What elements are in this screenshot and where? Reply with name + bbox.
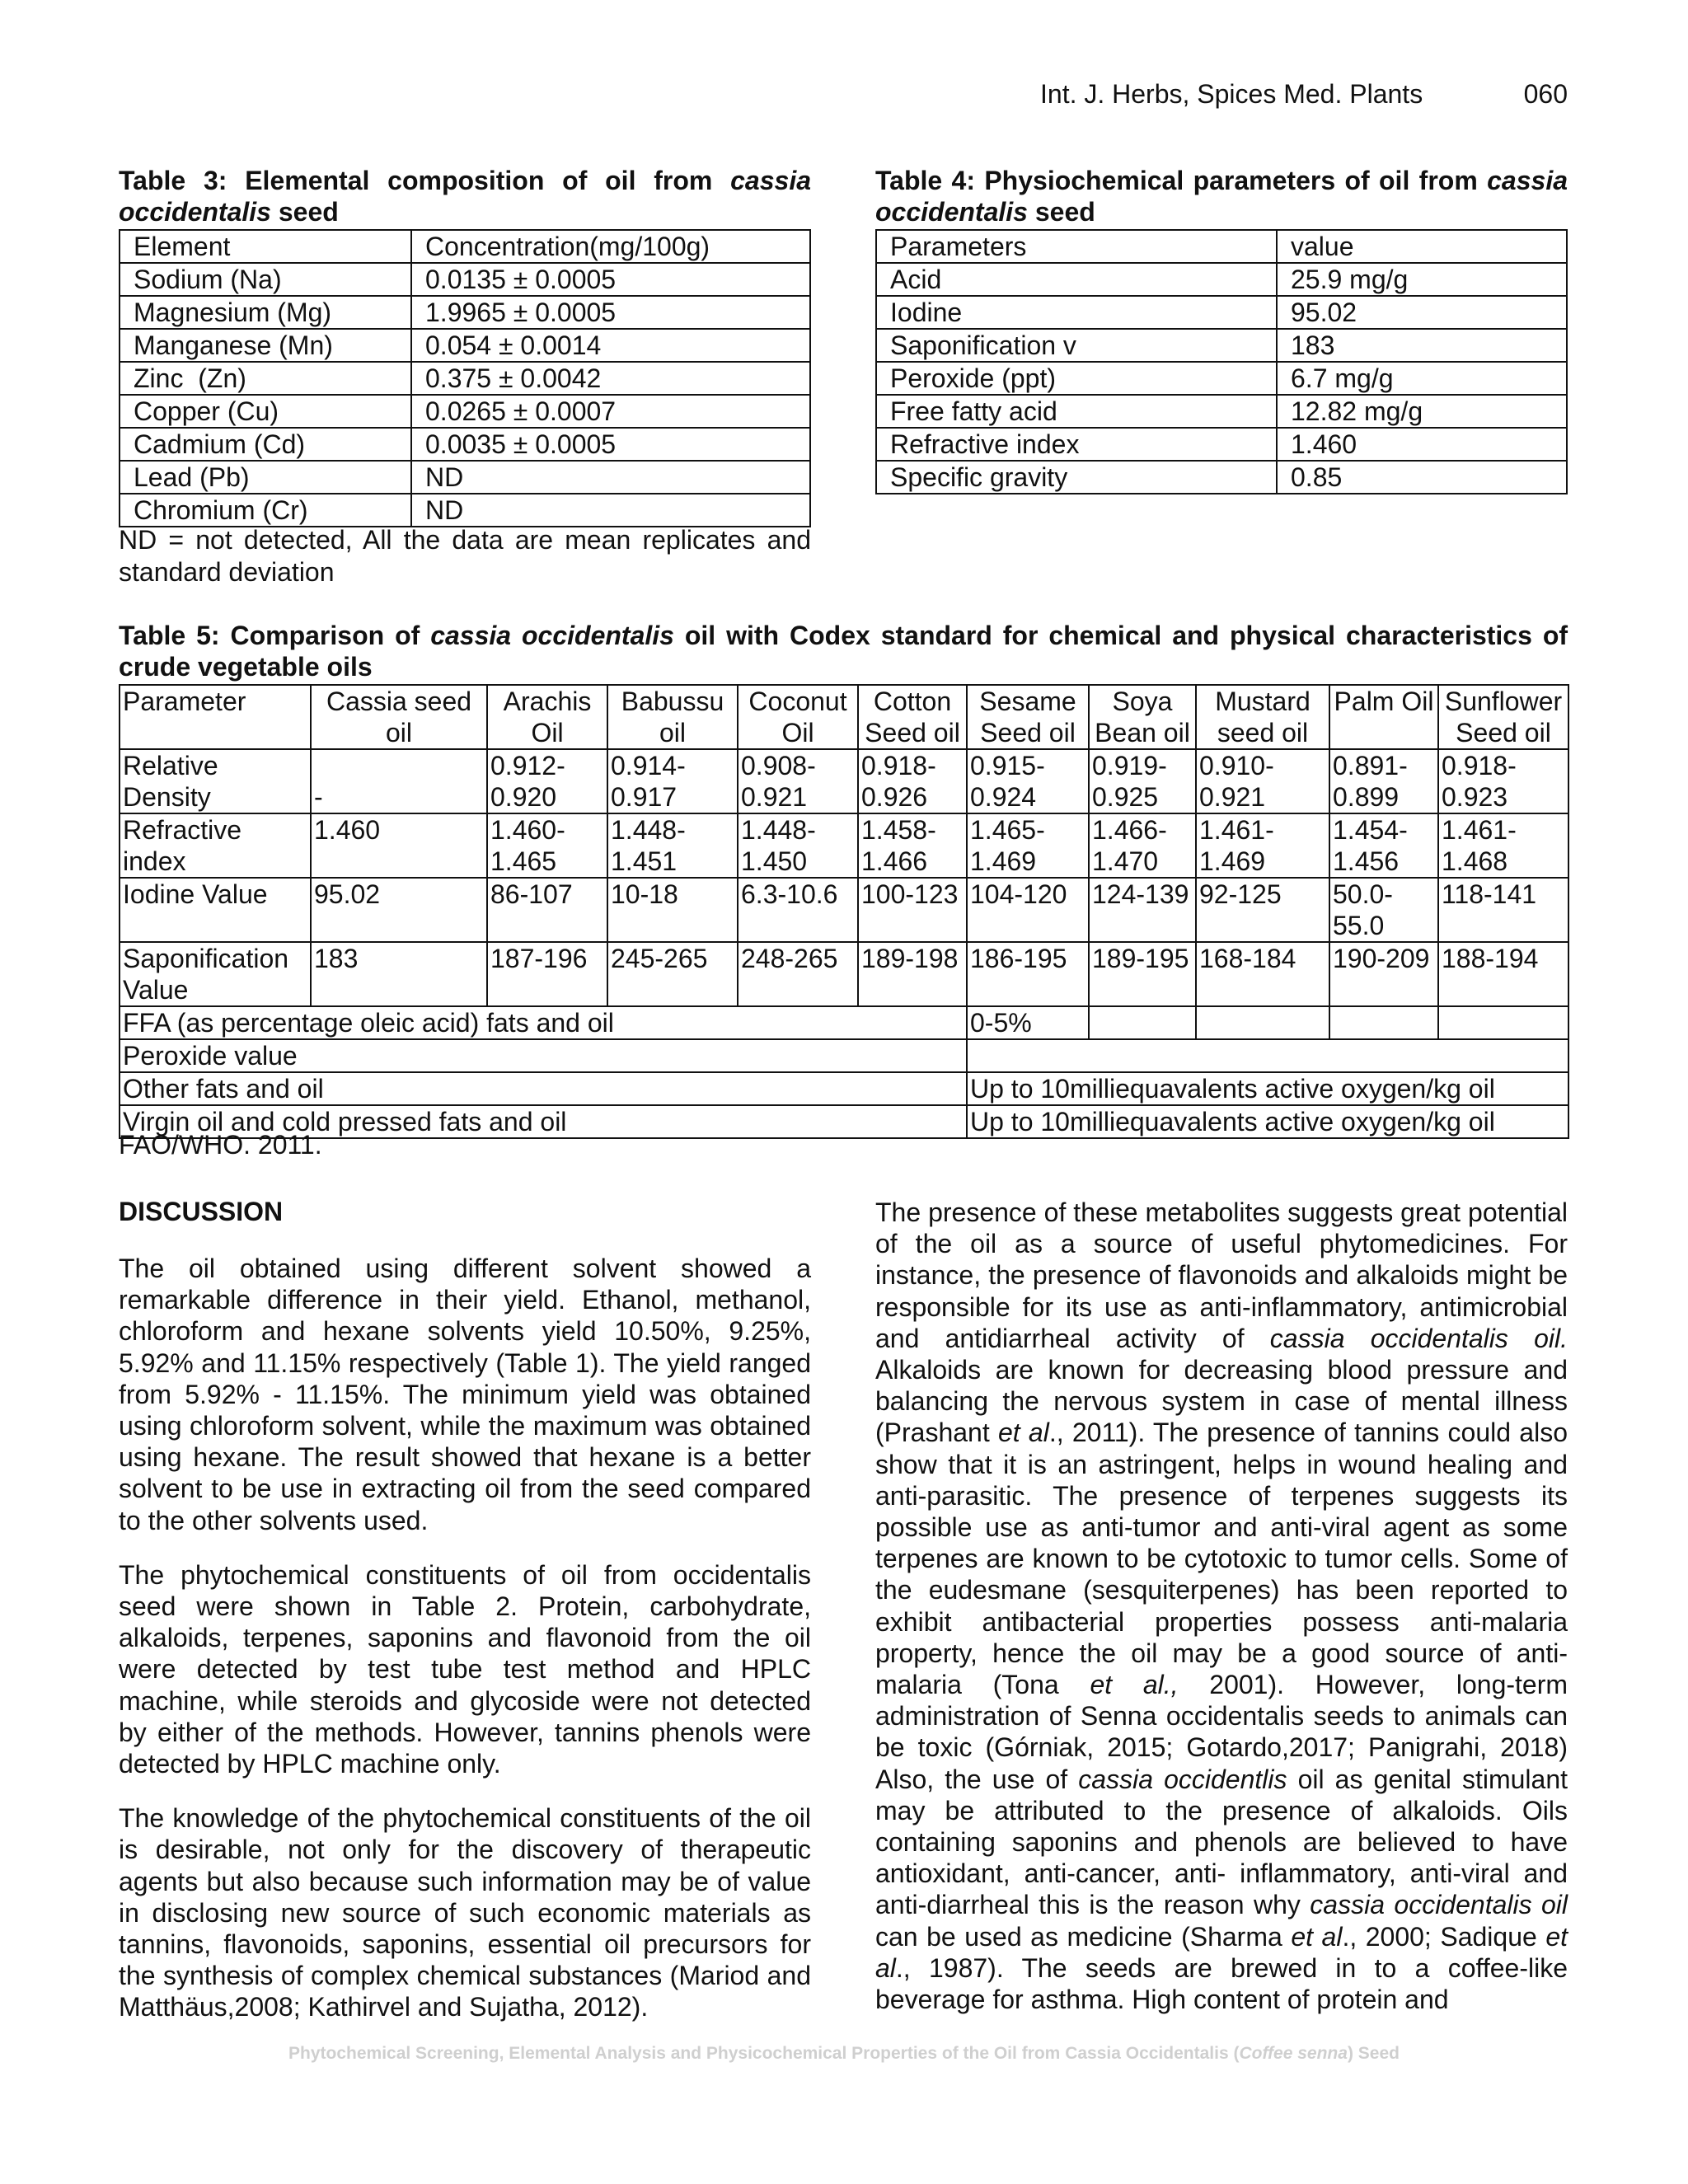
table-cell: 1.461-1.468 xyxy=(1438,813,1568,878)
table-header-cell: Parameter xyxy=(120,685,311,749)
table-cell: Saponification v xyxy=(876,329,1277,362)
table-cell: 124-139 xyxy=(1089,878,1196,942)
table-header-cell: Cassia seed oil xyxy=(311,685,487,749)
table3-note: ND = not detected, All the data are mean replicates and standard deviation xyxy=(119,525,811,587)
table4-caption: Table 4: Physiochemical parameters of oil from cassia occidentalis seed xyxy=(875,166,1568,227)
table-header-cell: Sesame Seed oil xyxy=(967,685,1089,749)
table-row xyxy=(120,329,810,362)
table-cell: 100-123 xyxy=(858,878,967,942)
table-cell: Cadmium (Cd) xyxy=(120,428,411,461)
table-header-cell: Arachis Oil xyxy=(487,685,607,749)
table-cell: 95.02 xyxy=(311,878,487,942)
table-header-cell: Palm Oil xyxy=(1329,685,1438,749)
table-cell xyxy=(1438,1006,1568,1039)
table-cell: Peroxide value xyxy=(120,1039,967,1072)
table-cell: Zinc (Zn) xyxy=(120,362,411,395)
left-column xyxy=(119,1253,811,2046)
table-cell xyxy=(1329,1006,1438,1039)
table-cell: 187-196 xyxy=(487,942,607,1006)
table-cell: 50.0-55.0 xyxy=(1329,878,1438,942)
table-header-row xyxy=(876,230,1567,263)
table-header-row xyxy=(120,685,1568,749)
table-cell: 86-107 xyxy=(487,878,607,942)
table-row xyxy=(120,942,1568,1006)
table-cell xyxy=(967,1039,1568,1072)
table-cell: 248-265 xyxy=(738,942,858,1006)
paragraph: The knowledge of the phytochemical constituents of the oil is desirable, not only for the discovery of therapeutic agents but also because such information may be of value in disclosing new source of such economic materials as tannins, flavonoids, saponins, essential oil precursors for the synthesis of complex chemical substances (Mariod and Matthäus,2008; Kathirvel and Sujatha, 2012). xyxy=(119,1803,811,2022)
table-cell: 0.918-0.923 xyxy=(1438,749,1568,813)
table-header-cell: Coconut Oil xyxy=(738,685,858,749)
table-cell: 0.912-0.920 xyxy=(487,749,607,813)
table-cell: 0.908-0.921 xyxy=(738,749,858,813)
table-cell: 0.375 ± 0.0042 xyxy=(411,362,810,395)
table-row xyxy=(120,395,810,428)
table-cell: 1.9965 ± 0.0005 xyxy=(411,296,810,329)
table-row xyxy=(120,1006,1568,1039)
table-cell: 118-141 xyxy=(1438,878,1568,942)
table-cell: 0.919-0.925 xyxy=(1089,749,1196,813)
table-row xyxy=(120,461,810,494)
table-cell: 183 xyxy=(311,942,487,1006)
table-header-cell: Soya Bean oil xyxy=(1089,685,1196,749)
table-cell: 0.914-0.917 xyxy=(607,749,738,813)
table-cell: 6.3-10.6 xyxy=(738,878,858,942)
journal-name: Int. J. Herbs, Spices Med. Plants xyxy=(1040,79,1423,109)
table-cell: 186-195 xyxy=(967,942,1089,1006)
table-cell: Acid xyxy=(876,263,1277,296)
table-row xyxy=(120,263,810,296)
table-header-cell: Parameters xyxy=(876,230,1277,263)
table-row xyxy=(120,296,810,329)
table-cell: Refractive index xyxy=(120,813,311,878)
section-heading: DISCUSSION xyxy=(119,1197,284,1226)
table-header-cell: Mustard seed oil xyxy=(1196,685,1329,749)
table-cell: Iodine xyxy=(876,296,1277,329)
table-cell: 0.0035 ± 0.0005 xyxy=(411,428,810,461)
paragraph: The presence of these metabolites suggests great potential of the oil as a source of useful phytomedicines. For instance, the presence of flavonoids and alkaloids might be responsible for its use as anti-inflammatory, antimicrobial and antidiarrheal activity of cassia occidentalis oil. Alkaloids are known for decreasing blood pressure and balancing the nervous system in case of mental illness (Prashant et al., 2011). The presence of tannins could also show that it is an astringent, helps in wound healing and anti-parasitic. The presence of terpenes suggests its possible use as anti-tumor and anti-viral agent as some terpenes are known to be cytotoxic to tumor cells. Some of the eudesmane (sesquiterpenes) has been reported to exhibit antibacterial properties possess anti-malaria property, hence the oil may be a good source of anti-malaria (Tona et al., 2001). However, long-term administration of Senna occidentalis seeds to animals can be toxic (Górniak, 2015; Gotardo,2017; Panigrahi, 2018) Also, the use of cassia occidentlis oil as genital stimulant may be attributed to the presence of alkaloids. Oils containing saponins and phenols are believed to have antioxidant, anti-cancer, anti- inflammatory, anti-viral and anti-diarrheal this is the reason why cassia occidentalis oil can be used as medicine (Sharma et al., 2000; Sadique et al., 1987). The seeds are brewed in to a coffee-like beverage for asthma. High content of protein and xyxy=(875,1197,1568,2015)
table-cell: Virgin oil and cold pressed fats and oil xyxy=(120,1105,967,1138)
table-row xyxy=(120,878,1568,942)
table-row xyxy=(876,296,1567,329)
table-row xyxy=(120,428,810,461)
table-row xyxy=(120,1039,1568,1072)
table-cell: 0.0135 ± 0.0005 xyxy=(411,263,810,296)
table-header-cell: Cotton Seed oil xyxy=(858,685,967,749)
table-row xyxy=(120,1105,1568,1138)
table-header-cell: Concentration(mg/100g) xyxy=(411,230,810,263)
table-cell: Free fatty acid xyxy=(876,395,1277,428)
table-cell: 189-198 xyxy=(858,942,967,1006)
table-cell: 1.448-1.451 xyxy=(607,813,738,878)
table-cell: 6.7 mg/g xyxy=(1277,362,1567,395)
table-row xyxy=(120,749,1568,813)
right-column xyxy=(875,1197,1568,2038)
table-cell: 25.9 mg/g xyxy=(1277,263,1567,296)
table-cell: 0.918-0.926 xyxy=(858,749,967,813)
table-cell: ND xyxy=(411,461,810,494)
table-header-cell: Element xyxy=(120,230,411,263)
table-cell: 1.465-1.469 xyxy=(967,813,1089,878)
table3 xyxy=(119,229,811,527)
table-cell: 188-194 xyxy=(1438,942,1568,1006)
page-number: 060 xyxy=(1523,79,1568,109)
table-cell: 12.82 mg/g xyxy=(1277,395,1567,428)
table-row xyxy=(876,329,1567,362)
table-cell: 92-125 xyxy=(1196,878,1329,942)
table5 xyxy=(119,684,1569,1139)
table-cell: Lead (Pb) xyxy=(120,461,411,494)
table-cell: FFA (as percentage oleic acid) fats and oil xyxy=(120,1006,967,1039)
table-row xyxy=(120,813,1568,878)
table-row xyxy=(120,362,810,395)
table-cell: 0.0265 ± 0.0007 xyxy=(411,395,810,428)
table-row xyxy=(876,362,1567,395)
table4 xyxy=(875,229,1568,494)
paragraph: The oil obtained using different solvent showed a remarkable difference in their yield. Ethanol, methanol, chloroform and hexane solvents yield 10.50%, 9.25%, 5.92% and 11.15% respectively (Table 1). The yield ranged from 5.92% - 11.15%. The minimum yield was obtained using chloroform solvent, while the maximum was obtained using hexane. The result showed that hexane is a better solvent to be use in extracting oil from the seed compared to the other solvents used. xyxy=(119,1254,811,1535)
table-cell: 1.458-1.466 xyxy=(858,813,967,878)
table-row xyxy=(120,494,810,527)
paragraph: The phytochemical constituents of oil from occidentalis seed were shown in Table 2. Protein, carbohydrate, alkaloids, terpenes, saponins and flavonoid from the oil were detected by test tube test method and HPLC machine, while steroids and glycoside were not detected by either of the methods. However, tannins phenols were detected by HPLC machine only. xyxy=(119,1559,811,1779)
table-cell: 0.910-0.921 xyxy=(1196,749,1329,813)
table-cell: Up to 10milliequavalents active oxygen/kg oil xyxy=(967,1105,1568,1138)
page-footer: Phytochemical Screening, Elemental Analysis and Physicochemical Properties of the Oil from Cassia Occidentalis (Coffee senna) Seed xyxy=(288,2044,1400,2063)
table-header-cell: Sunflower Seed oil xyxy=(1438,685,1568,749)
table-cell: Relative Density xyxy=(120,749,311,813)
table-row xyxy=(876,461,1567,494)
table-cell: 0-5% xyxy=(967,1006,1089,1039)
table-cell: 183 xyxy=(1277,329,1567,362)
table-cell: 0.054 ± 0.0014 xyxy=(411,329,810,362)
table-cell: 104-120 xyxy=(967,878,1089,942)
table5-source: FAO/WHO. 2011. xyxy=(119,1130,322,1160)
table-row xyxy=(876,428,1567,461)
table-header-cell: Babussu oil xyxy=(607,685,738,749)
table-cell: Refractive index xyxy=(876,428,1277,461)
table-cell: Saponification Value xyxy=(120,942,311,1006)
table-cell: 95.02 xyxy=(1277,296,1567,329)
table-cell: 190-209 xyxy=(1329,942,1438,1006)
table-cell: ND xyxy=(411,494,810,527)
table-cell: 1.460-1.465 xyxy=(487,813,607,878)
table-cell: - xyxy=(311,749,487,813)
running-header xyxy=(1040,79,1568,110)
table5-caption: Table 5: Comparison of cassia occidentalis oil with Codex standard for chemical and physical characteristics of crude vegetable oils xyxy=(119,621,1568,682)
table-cell: 168-184 xyxy=(1196,942,1329,1006)
table-cell xyxy=(1089,1006,1196,1039)
table-cell: Up to 10milliequavalents active oxygen/kg oil xyxy=(967,1072,1568,1105)
table-cell: Iodine Value xyxy=(120,878,311,942)
table-cell xyxy=(1196,1006,1329,1039)
table-cell: Copper (Cu) xyxy=(120,395,411,428)
table-cell: Peroxide (ppt) xyxy=(876,362,1277,395)
table-cell: Magnesium (Mg) xyxy=(120,296,411,329)
table-row xyxy=(120,1072,1568,1105)
table-row xyxy=(876,395,1567,428)
table-cell: 1.460 xyxy=(311,813,487,878)
table-header-row xyxy=(120,230,810,263)
table-cell: 245-265 xyxy=(607,942,738,1006)
table-cell: 1.454-1.456 xyxy=(1329,813,1438,878)
table-cell: Other fats and oil xyxy=(120,1072,967,1105)
table-cell: 1.461-1.469 xyxy=(1196,813,1329,878)
table-cell: Specific gravity xyxy=(876,461,1277,494)
table-header-cell: value xyxy=(1277,230,1567,263)
table-cell: 0.915-0.924 xyxy=(967,749,1089,813)
table-cell: Chromium (Cr) xyxy=(120,494,411,527)
table-cell: 1.466-1.470 xyxy=(1089,813,1196,878)
table-cell: 0.891-0.899 xyxy=(1329,749,1438,813)
table3-caption: Table 3: Elemental composition of oil from cassia occidentalis seed xyxy=(119,166,811,227)
table-cell: Manganese (Mn) xyxy=(120,329,411,362)
table-cell: 1.460 xyxy=(1277,428,1567,461)
table-cell: 0.85 xyxy=(1277,461,1567,494)
table-cell: 1.448-1.450 xyxy=(738,813,858,878)
table-cell: Sodium (Na) xyxy=(120,263,411,296)
table-row xyxy=(876,263,1567,296)
table-cell: 10-18 xyxy=(607,878,738,942)
table-cell: 189-195 xyxy=(1089,942,1196,1006)
